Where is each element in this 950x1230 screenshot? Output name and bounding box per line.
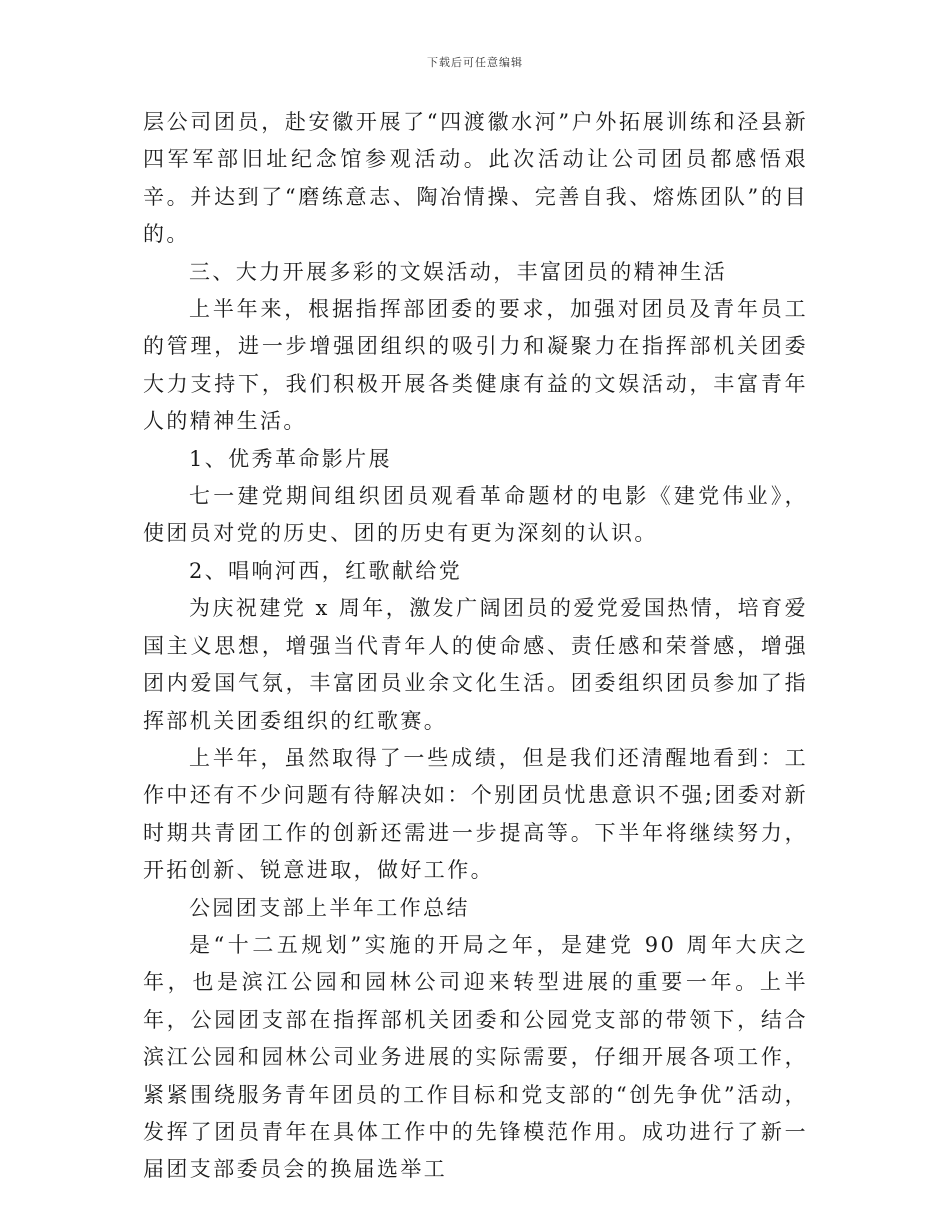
paragraph-shortcomings: 上半年，虽然取得了一些成绩，但是我们还清醒地看到：工作中还有不少问题有待解决如：个别团员忧患意识不强;团委对新时期共青团工作的创新还需进一步提高等。下半年将继续努力，开拓创新、锐意进取，做好工作。	[143, 745, 808, 883]
paragraph-park-branch-summary: 是“十二五规划”实施的开局之年，是建党 90 周年大庆之年，也是滨江公园和园林公司迎来转型进展的重要一年。上半年，公园团支部在指挥部机关团委和公园党支部的带领下，结合滨江公园和园林公司业务进展的实际需要，仔细开展各项工作，紧紧围绕服务青年团员的工作目标和党支部的“创先争优”活动，发挥了团员青年在具体工作中的先锋模范作用。成功进行了新一届团支部委员会的换届选举工	[143, 932, 808, 1182]
subheading-film-exhibition: 1、优秀革命影片展	[189, 446, 392, 471]
header-note: 下载后可任意编辑	[427, 56, 523, 69]
subheading-red-songs: 2、唱响河西，红歌献给党	[189, 558, 463, 583]
title-park-branch-summary: 公园团支部上半年工作总结	[189, 895, 470, 920]
paragraph-red-songs: 为庆祝建党 x 周年，激发广阔团员的爱党爱国热情，培育爱国主义思想，增强当代青年人的使命感、责任感和荣誉感，增强团内爱国气氛，丰富团员业余文化生活。团委组织团员参加了指挥部机关团委组织的红歌赛。	[143, 596, 808, 733]
paragraph-activity-continuation: 层公司团员，赴安徽开展了“四渡徽水河”户外拓展训练和泾县新四军军部旧址纪念馆参观活动。此次活动让公司团员都感悟艰辛。并达到了“磨练意志、陶冶情操、完善自我、熔炼团队”的目的。	[143, 110, 808, 247]
paragraph-film-exhibition: 七一建党期间组织团员观看革命题材的电影《建党伟业》，使团员对党的历史、团的历史有更为深刻的认识。	[143, 484, 808, 546]
section-heading-cultural-activities: 三、大力开展多彩的文娱活动，丰富团员的精神生活	[189, 259, 728, 284]
paragraph-cultural-activities: 上半年来，根据指挥部团委的要求，加强对团员及青年员工的管理，进一步增强团组织的吸引力和凝聚力在指挥部机关团委大力支持下，我们积极开展各类健康有益的文娱活动，丰富青年人的精神生活。	[143, 297, 808, 434]
document-body	[143, 104, 808, 1189]
